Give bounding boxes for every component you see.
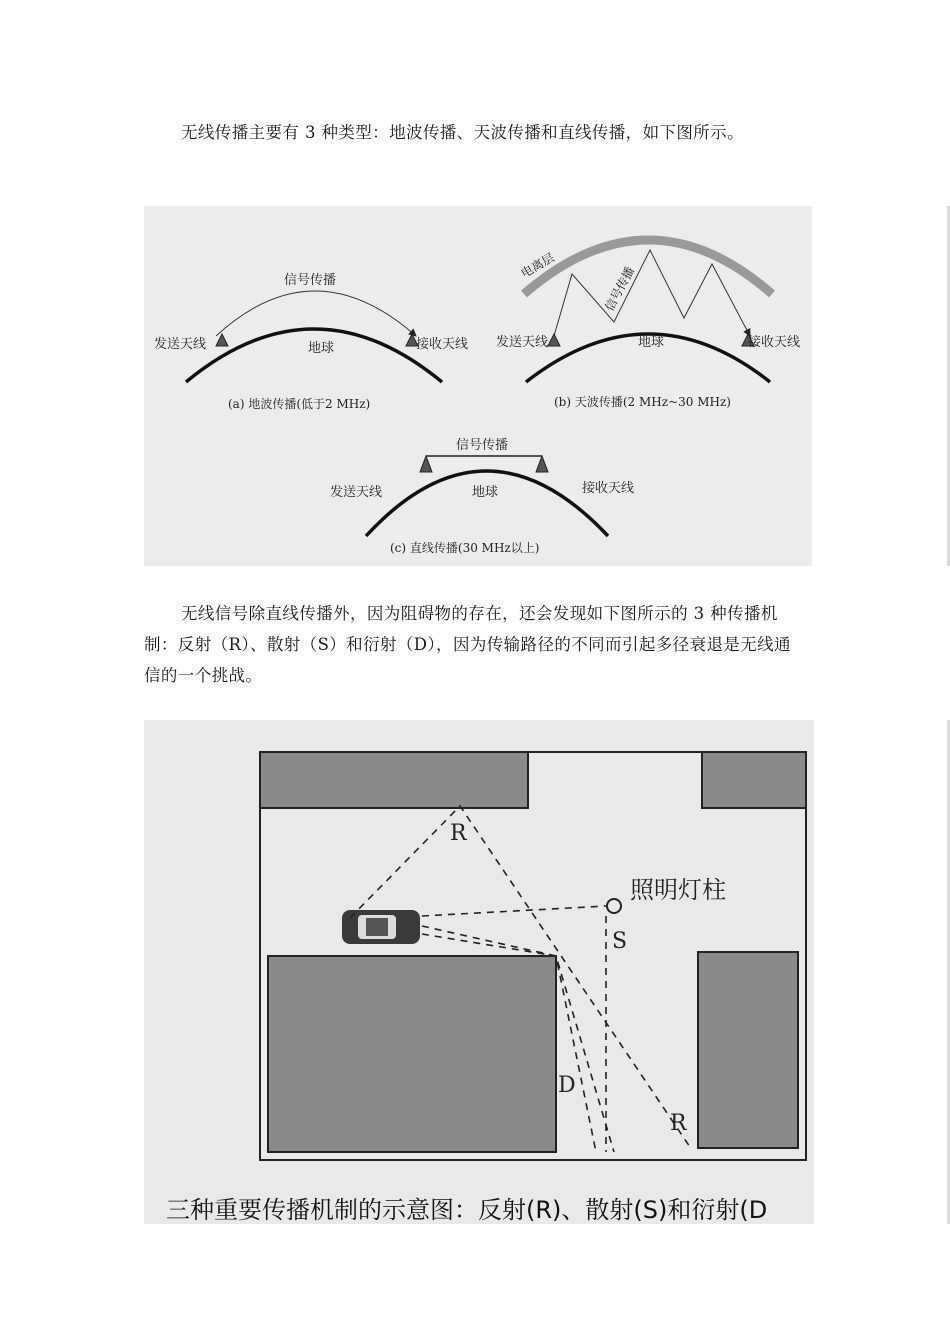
- tx-label: 发送天线: [330, 485, 383, 500]
- ionosphere-label: 电离层: [518, 250, 557, 281]
- tx-label: 发送天线: [154, 337, 207, 352]
- diffraction-label: D: [558, 1073, 576, 1098]
- ground-wave-diagram: [154, 272, 468, 411]
- rx-label: 接收天线: [416, 337, 469, 352]
- rx-label: 接收天线: [582, 481, 635, 496]
- signal-label: 信号传播: [456, 438, 509, 453]
- earth-label: 地球: [638, 335, 665, 350]
- signal-label: 信号传播: [602, 264, 638, 314]
- lamp-post-icon: [607, 899, 621, 913]
- building-bottom-left: [268, 956, 556, 1152]
- caption-a: (a) 地波传播(低于2 MHz): [228, 397, 371, 411]
- earth-label: 地球: [472, 485, 499, 500]
- rx-antenna-icon: [536, 456, 548, 472]
- earth-label: 地球: [308, 341, 335, 356]
- scatter-label: S: [612, 929, 628, 954]
- tx-antenna-icon: [216, 334, 228, 346]
- building-top-left: [260, 752, 528, 808]
- intro-paragraph: 无线传播主要有 3 种类型：地波传播、天波传播和直线传播，如下图所示。: [181, 123, 744, 142]
- direct-path-to-lamp: [422, 906, 606, 916]
- caption-b: (b) 天波传播(2 MHz~30 MHz): [554, 395, 731, 409]
- sky-wave-diagram: [496, 240, 800, 409]
- figure-caption: 三种重要传播机制的示意图：反射(R)、散射(S)和衍射(D: [166, 1196, 768, 1224]
- rx-label: 接收天线: [748, 335, 801, 350]
- caption-c: (c) 直线传播(30 MHz以上): [390, 541, 540, 555]
- signal-label: 信号传播: [284, 273, 337, 288]
- line-of-sight-diagram: [330, 437, 634, 555]
- tx-label: 发送天线: [496, 335, 549, 350]
- mechanisms-paragraph: 无线信号除直线传播外，因为阻碍物的存在，还会发现如下图所示的 3 种传播机制：反射（R）、散射（S）和衍射（D），因为传输路径的不同而引起多径衰退是无线通信的一个挑战。: [144, 604, 791, 685]
- building-top-right: [702, 752, 806, 808]
- reflection-label-top: R: [450, 821, 467, 846]
- propagation-types-figure: [144, 206, 812, 566]
- propagation-mechanisms-figure: [144, 720, 814, 1224]
- reflection-label-bottom: R: [670, 1111, 687, 1136]
- lamp-label: 照明灯柱: [630, 876, 726, 904]
- building-bottom-right: [698, 952, 798, 1148]
- tx-antenna-icon: [420, 456, 432, 472]
- tx-antenna-icon: [548, 334, 560, 346]
